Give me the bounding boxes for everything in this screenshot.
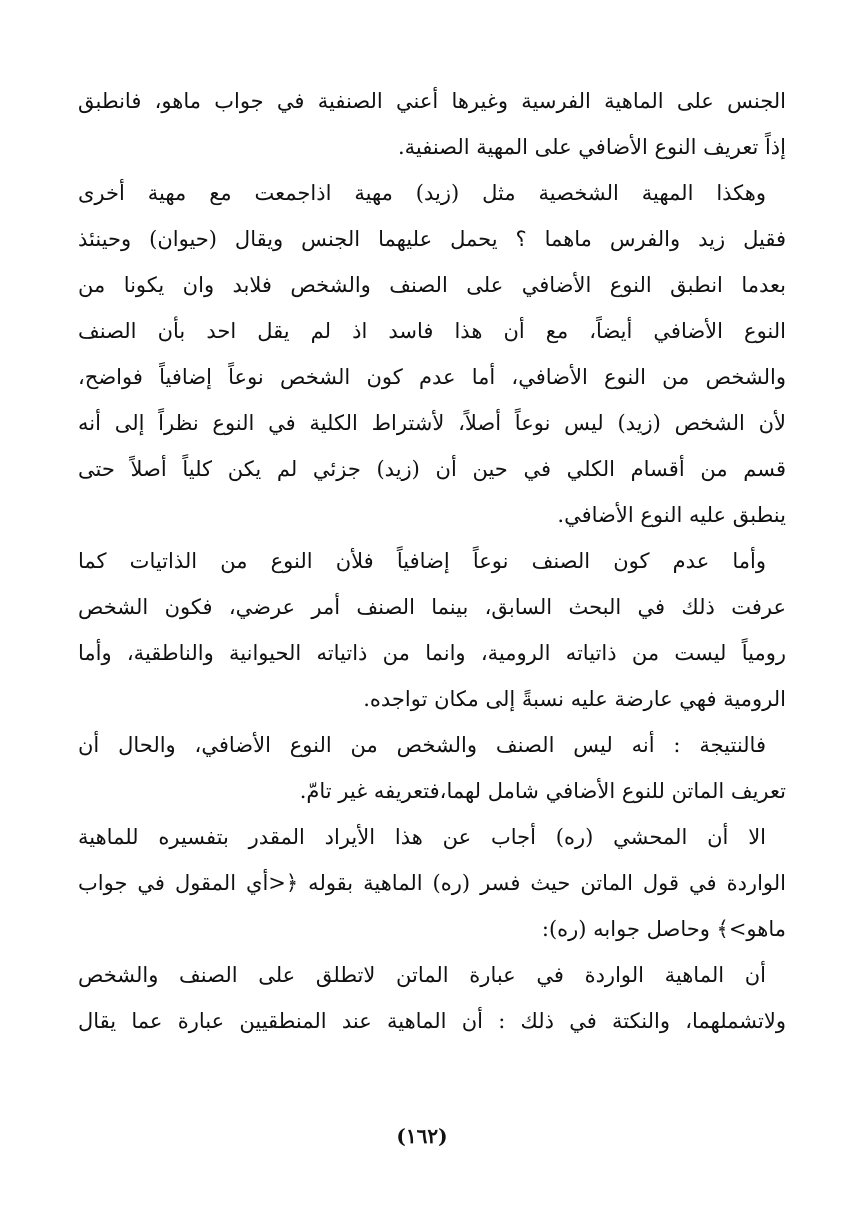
body-text: [78, 78, 786, 1044]
text-line: إذاً تعريف النوع الأضافي على المهية الصنفية.: [397, 135, 786, 159]
text-line: وأما عدم كون الصنف نوعاً إضافياً فلأن النوع من الذاتيات كما: [78, 549, 766, 573]
text-line: تعريف الماتن للنوع الأضافي شامل لهما،فتعريفه غير تامّ.: [299, 779, 786, 803]
text-line: بعدما انطبق النوع الأضافي على الصنف والشخص فلابد وان يكونا من: [78, 273, 786, 297]
text-line: الرومية فهي عارضة عليه نسبةً إلى مكان تواجده.: [363, 687, 786, 711]
text-line: الجنس على الماهية الفرسية وغيرها أعني الصنفية في جواب ماهو، فانطبق: [78, 89, 786, 113]
text-line: عرفت ذلك في البحث السابق، بينما الصنف أمر عرضي، فكون الشخص: [78, 595, 786, 619]
text-line: ينطبق عليه النوع الأضافي.: [557, 503, 786, 527]
text-line: النوع الأضافي أيضاً، مع أن هذا فاسد اذ لم يقل احد بأن الصنف: [78, 319, 786, 343]
text-line: الا أن المحشي (ره) أجاب عن هذا الأيراد المقدر بتفسيره للماهية: [78, 825, 766, 849]
text-line: الواردة في قول الماتن حيث فسر (ره) الماهية بقوله ﴿<أي المقول في جواب: [78, 871, 786, 895]
text-line: فالنتيجة : أنه ليس الصنف والشخص من النوع الأضافي، والحال أن: [78, 733, 766, 757]
text-line: ماهو>﴾ وحاصل جوابه (ره):: [541, 917, 786, 941]
text-line: وهكذا المهية الشخصية مثل (زيد) مهية اذاجمعت مع مهية أخرى: [78, 181, 766, 205]
text-line: فقيل زيد والفرس ماهما ؟ يحمل عليهما الجنس ويقال (حيوان) وحينئذ: [78, 227, 786, 251]
text-line: أن الماهية الواردة في عبارة الماتن لاتطلق على الصنف والشخص: [78, 963, 766, 987]
text-line: ولاتشملهما، والنكتة في ذلك : أن الماهية عند المنطقيين عبارة عما يقال: [78, 1009, 786, 1033]
text-line: والشخص من النوع الأضافي، أما عدم كون الشخص نوعاً إضافياً فواضح،: [78, 365, 786, 389]
text-line: قسم من أقسام الكلي في حين أن (زيد) جزئي لم يكن كلياً أصلاً حتى: [78, 457, 786, 481]
page-number: (١٦٢): [396, 1124, 448, 1148]
text-line: رومياً ليست من ذاتياته الرومية، وانما من ذاتياته الحيوانية والناطقية، وأما: [78, 641, 786, 665]
text-line: لأن الشخص (زيد) ليس نوعاً أصلاً، لأشتراط الكلية في النوع نظراً إلى أنه: [78, 411, 786, 435]
